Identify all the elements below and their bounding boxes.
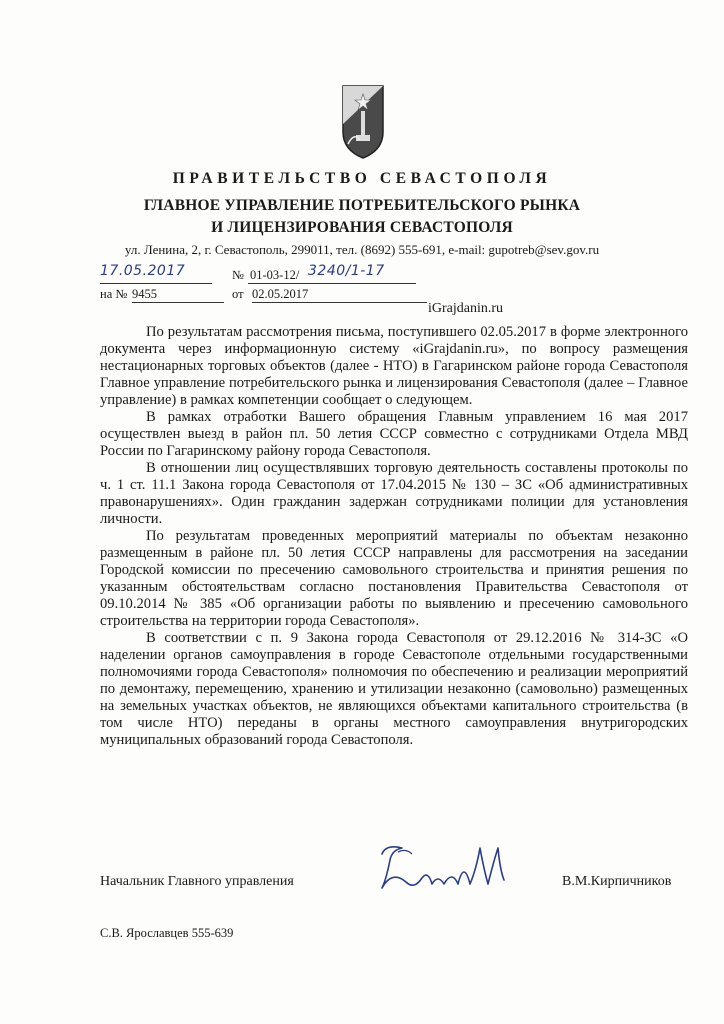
- body-paragraph: По результатам рассмотрения письма, поступившего 02.05.2017 в форме электронного документа через информационную систему «iGrajdanin.ru», по вопросу размещения нестационарных торговых объектов (далее - НТО) в Гагаринском районе города Севастополя Главное управление потребительского рынка и лицензирования Севастополя (далее – Главное управление) в рамках компетенции сообщает о следующем.: [100, 324, 688, 408]
- outgoing-number: 3240/1-17: [308, 263, 385, 279]
- outgoing-number-underline: [248, 283, 416, 284]
- outgoing-date: 17.05.2017: [100, 263, 186, 279]
- reference-number-label: на №: [100, 287, 128, 301]
- sevastopol-coat-of-arms-icon: [340, 84, 386, 160]
- outgoing-number-label: №: [232, 268, 244, 282]
- reference-date-label: от: [232, 287, 244, 301]
- reference-date: 02.05.2017: [252, 287, 427, 303]
- body-paragraph: По результатам проведенных мероприятий материалы по объектам незаконно размещенным в районе пл. 50 летия СССР направлены для рассмотрения на заседании Городской комиссии по пресечению самовольного строительства и принятия решения по указанным обстоятельствам согласно постановления Правительства Севастополя от 09.10.2014 № 385 «Об организации работы по выявлению и пресечению самовольного строительства на территории города Севастополя».: [100, 528, 688, 629]
- outgoing-number-prefix: 01-03-12/: [250, 268, 300, 282]
- body-paragraph: В соответствии с п. 9 Закона города Севастополя от 29.12.2016 № 314-ЗС «О наделении органов самоуправления в городе Севастополе отдельными государственными полномочиями города Севастополя» полномочия по обеспечению и реализации мероприятий по демонтажу, перемещению, хранению и утилизации незаконно (самовольно) размещенных на земельных участках объектов, не являющихся объектами капитального строительства (в том числе НТО) переданы в органы местного самоуправления внутригородских муниципальных образований города Севастополя.: [100, 630, 688, 748]
- signatory-name: В.М.Кирпичников: [562, 874, 672, 889]
- reference-number: 9455: [132, 287, 224, 303]
- executor-contact: С.В. Ярославцев 555-639: [100, 926, 234, 940]
- department-address: ул. Ленина, 2, г. Севастополь, 299011, тел. (8692) 555-691, e-mail: gupotreb@sev.gov.ru: [124, 242, 600, 257]
- department-name-line2: И ЛИЦЕНЗИРОВАНИЯ СЕВАСТОПОЛЯ: [211, 219, 513, 236]
- outgoing-date-underline: [100, 283, 212, 284]
- body-paragraph: В рамках отработки Вашего обращения Главным управлением 16 мая 2017 осуществлен выезд в район пл. 50 летия СССР совместно с сотрудниками Отдела МВД России по Гагаринскому району города Севастополя.: [100, 409, 688, 459]
- department-name-line1: ГЛАВНОЕ УПРАВЛЕНИЕ ПОТРЕБИТЕЛЬСКОГО РЫНКА: [143, 197, 581, 214]
- government-title: ПРАВИТЕЛЬСТВО СЕВАСТОПОЛЯ: [172, 170, 552, 187]
- signatory-title: Начальник Главного управления: [100, 874, 294, 889]
- handwritten-signature-icon: [372, 840, 522, 900]
- letter-body: [100, 324, 688, 749]
- recipient: iGrajdanin.ru: [428, 301, 504, 316]
- body-paragraph: В отношении лиц осуществлявших торговую деятельность составлены протоколы по ч. 1 ст. 11.1 Закона города Севастополя от 17.04.2015 № 130 – ЗС «Об административных правонарушениях». Один гражданин задержан сотрудниками полиции для установления личности.: [100, 460, 688, 527]
